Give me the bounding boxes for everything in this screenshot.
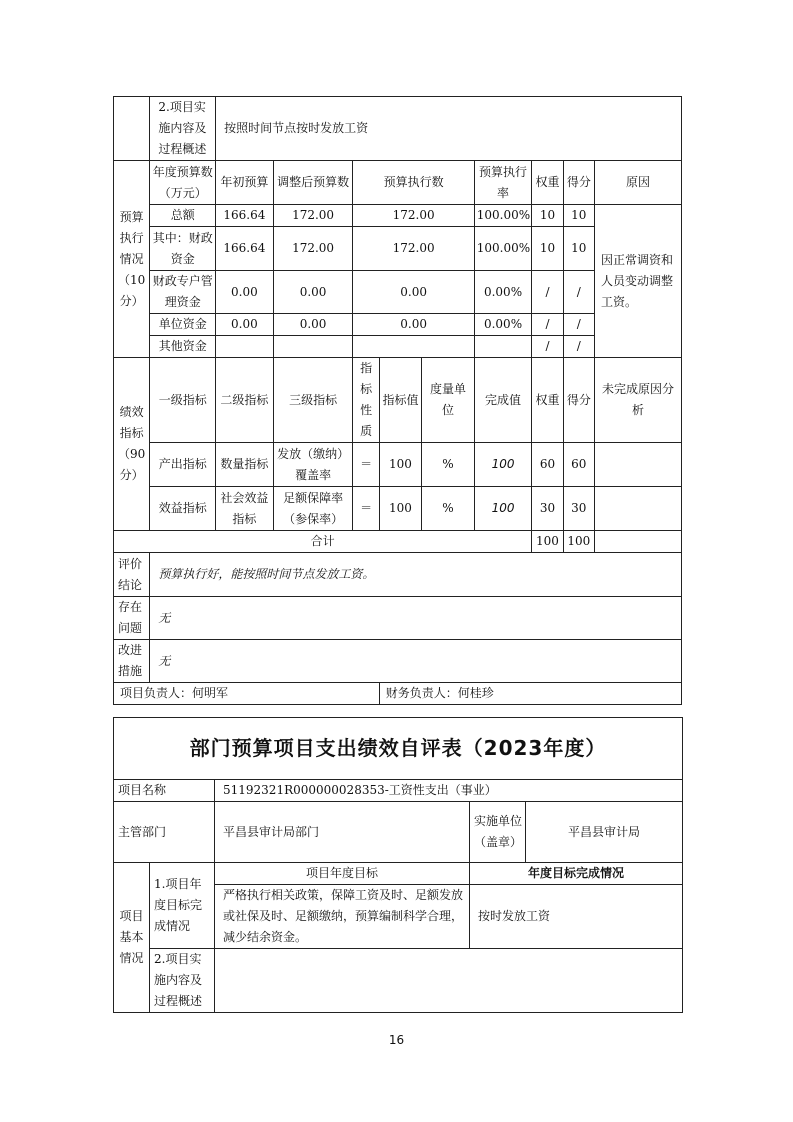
perf-row [114,487,682,531]
perf-cell: % [422,487,475,531]
completion-text: 按时发放工资 [470,885,683,949]
perf-h: 指标值 [379,358,421,443]
budget-h-reason: 原因 [594,161,681,205]
evaluation-row [114,553,682,597]
page-number: 16 [388,1033,405,1047]
impl-unit-label: 实施单位（盖章） [470,802,526,863]
budget-cell: / [563,336,594,358]
dept-value: 平昌县审计局部门 [215,802,470,863]
issues-row [114,597,682,640]
total-label: 合计 [114,531,532,553]
perf-cell: 60 [532,443,563,487]
budget-cell: 166.64 [216,205,274,227]
perf-h: 三级指标 [273,358,353,443]
project-name-row [114,780,683,802]
completion-header: 年度目标完成情况 [470,863,683,885]
dept-label: 主管部门 [114,802,215,863]
budget-h-initial: 年初预算 [216,161,274,205]
budget-h-score: 得分 [563,161,594,205]
issues-text: 无 [150,597,682,640]
perf-cell: 30 [563,487,594,531]
impl2-label: 2.项目实施内容及过程概述 [150,949,215,1013]
perf-cell [594,487,681,531]
budget-cell: 0.00% [474,314,532,336]
improve-row [114,640,682,683]
project-owner: 项目负责人：何明军 [114,683,380,705]
improve-text: 无 [150,640,682,683]
budget-cell: 0.00 [353,271,474,314]
budget-cell: 172.00 [273,227,353,271]
budget-cell: 10 [563,227,594,271]
total-blank [594,531,681,553]
budget-cell: 其他资金 [150,336,216,358]
budget-cell: 172.00 [353,227,474,271]
signature-row [114,683,682,705]
budget-h-weight: 权重 [532,161,563,205]
perf-cell: 60 [563,443,594,487]
perf-h: 未完成原因分析 [594,358,681,443]
perf-h: 度量单位 [422,358,475,443]
impl-content: 按照时间节点按时发放工资 [216,97,682,161]
budget-cell: 100.00% [474,205,532,227]
budget-cell: 172.00 [353,205,474,227]
perf-cell: 100 [474,487,532,531]
budget-h-rate: 预算执行率 [474,161,532,205]
perf-cell: 100 [474,443,532,487]
evaluation-table-continued [113,96,682,705]
impl-label: 2.项目实施内容及过程概述 [150,97,216,161]
budget-cell: 单位资金 [150,314,216,336]
goal-header: 项目年度目标 [215,863,470,885]
budget-h-executed: 预算执行数 [353,161,474,205]
budget-cell: 166.64 [216,227,274,271]
budget-h-adjusted: 调整后预算数 [273,161,353,205]
perf-cell: % [422,443,475,487]
perf-cell: 足额保障率（参保率） [273,487,353,531]
perf-cell: 效益指标 [150,487,216,531]
perf-cell [594,443,681,487]
budget-cell: 0.00 [216,314,274,336]
perf-cell: 30 [532,487,563,531]
title-row [114,718,683,780]
budget-cell: / [563,271,594,314]
budget-cell [216,336,274,358]
dept-row [114,802,683,863]
budget-cell [273,336,353,358]
budget-cell: 0.00 [273,314,353,336]
budget-cell: / [532,271,563,314]
budget-cell: 总额 [150,205,216,227]
impl2-row [114,949,683,1013]
budget-header-row [114,161,682,205]
evaluation-text: 预算执行好，能按照时间节点发放工资。 [150,553,682,597]
budget-cell: 财政专户管理资金 [150,271,216,314]
perf-cell: 产出指标 [150,443,216,487]
project-name: 51192321R000000028353-工资性支出（事业） [215,780,683,802]
budget-cell: 100.00% [474,227,532,271]
improve-label: 改进措施 [114,640,150,683]
perf-h: 完成值 [474,358,532,443]
budget-cell: / [532,314,563,336]
impl-unit: 平昌县审计局 [526,802,683,863]
perf-h: 指标性质 [353,358,379,443]
project-name-label: 项目名称 [114,780,215,802]
evaluation-label: 评价结论 [114,553,150,597]
goal-header-row [114,863,683,885]
budget-row [114,205,682,227]
basic-label: 项目基本情况 [114,863,150,1013]
perf-cell: ＝ [353,443,379,487]
budget-cell: / [563,314,594,336]
perf-cell: 100 [379,443,421,487]
budget-cell: 10 [532,227,563,271]
budget-cell [353,336,474,358]
issues-label: 存在问题 [114,597,150,640]
goal-text: 严格执行相关政策，保障工资及时、足额发放或社保及时、足额缴纳，预算编制科学合理，减少结余资金。 [215,885,470,949]
total-row [114,531,682,553]
budget-cell: 0.00 [353,314,474,336]
budget-cell: 0.00 [273,271,353,314]
budget-section-label: 预算执行情况（10分） [114,161,150,358]
budget-cell: 0.00% [474,271,532,314]
perf-section-label: 绩效指标（90分） [114,358,150,531]
table-title: 部门预算项目支出绩效自评表（2023年度） [114,718,683,780]
perf-h: 一级指标 [150,358,216,443]
perf-row [114,443,682,487]
budget-cell [474,336,532,358]
perf-h: 权重 [532,358,563,443]
finance-owner: 财务负责人：何桂珍 [379,683,681,705]
budget-h-annual: 年度预算数（万元） [150,161,216,205]
perf-h: 二级指标 [216,358,274,443]
perf-cell: 100 [379,487,421,531]
budget-cell: 172.00 [273,205,353,227]
perf-h: 得分 [563,358,594,443]
budget-cell: 0.00 [216,271,274,314]
perf-cell: 社会效益指标 [216,487,274,531]
self-evaluation-table [113,717,683,1013]
perf-cell: 发放（缴纳）覆盖率 [273,443,353,487]
total-score: 100 [563,531,594,553]
budget-cell: 其中：财政资金 [150,227,216,271]
goal-label: 1.项目年度目标完成情况 [150,863,215,949]
perf-header-row [114,358,682,443]
perf-cell: 数量指标 [216,443,274,487]
impl2-text [215,949,683,1013]
perf-cell: ＝ [353,487,379,531]
budget-cell: 10 [563,205,594,227]
impl-row [114,97,682,161]
impl-blank [114,97,150,161]
budget-cell: / [532,336,563,358]
budget-reason: 因正常调资和人员变动调整工资。 [594,205,681,358]
budget-cell: 10 [532,205,563,227]
total-weight: 100 [532,531,563,553]
